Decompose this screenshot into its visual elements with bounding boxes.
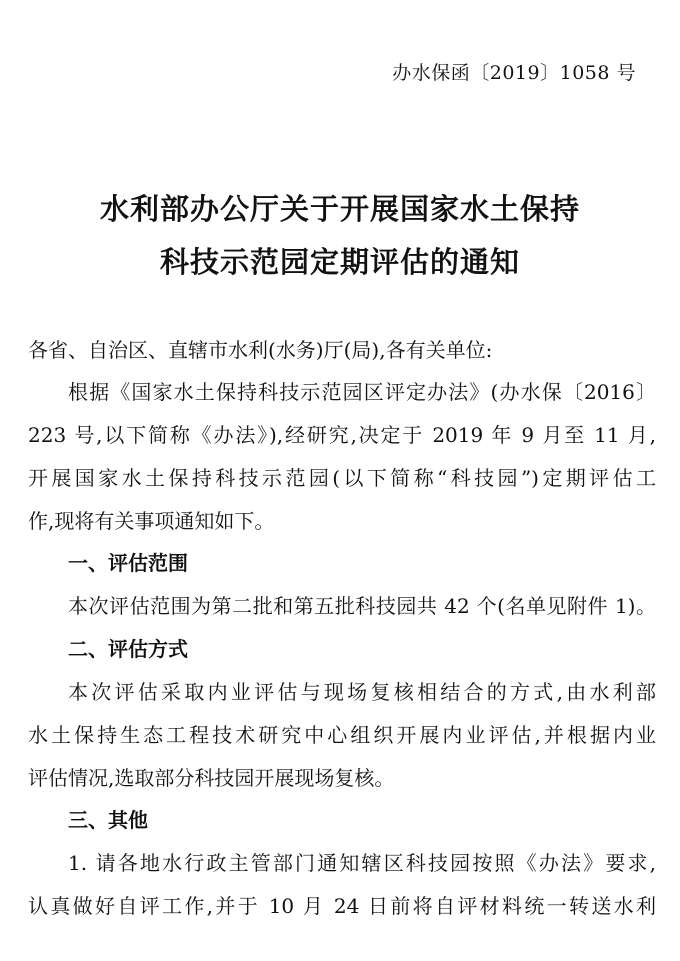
section-2-line-2: 水土保持生态工程技术研究中心组织开展内业评估,并根据内业: [28, 723, 656, 747]
paragraph-1-line-4: 作,现将有关事项通知如下。: [28, 509, 275, 533]
document-number: 办水保函〔2019〕1058 号: [392, 62, 636, 84]
document-title-line-2: 科技示范园定期评估的通知: [159, 245, 520, 279]
salutation: 各省、自治区、直辖市水利(水务)厅(局),各有关单位:: [28, 338, 493, 362]
paragraph-1-line-3: 开展国家水土保持科技示范园(以下简称“科技园”)定期评估工: [28, 466, 656, 490]
section-2-heading: 二、评估方式: [68, 637, 188, 661]
paragraph-1-line-1: 根据《国家水土保持科技示范园区评定办法》(办水保〔2016〕: [68, 380, 656, 404]
section-1-line-1: 本次评估范围为第二批和第五批科技园共 42 个(名单见附件 1)。: [68, 594, 656, 618]
section-3-heading: 三、其他: [68, 808, 148, 832]
document-title-line-1: 水利部办公厅关于开展国家水土保持: [99, 192, 580, 226]
section-1-heading: 一、评估范围: [68, 551, 188, 575]
section-2-line-3: 评估情况,选取部分科技园开展现场复核。: [28, 766, 395, 790]
paragraph-1-line-2: 223 号,以下简称《办法》),经研究,决定于 2019 年 9 月至 11 月,: [28, 423, 656, 447]
section-3-line-1: 1. 请各地水行政主管部门通知辖区科技园按照《办法》要求,: [68, 851, 656, 875]
section-3-line-2: 认真做好自评工作,并于 10 月 24 日前将自评材料统一转送水利: [28, 894, 656, 918]
section-2-line-1: 本次评估采取内业评估与现场复核相结合的方式,由水利部: [68, 680, 656, 704]
